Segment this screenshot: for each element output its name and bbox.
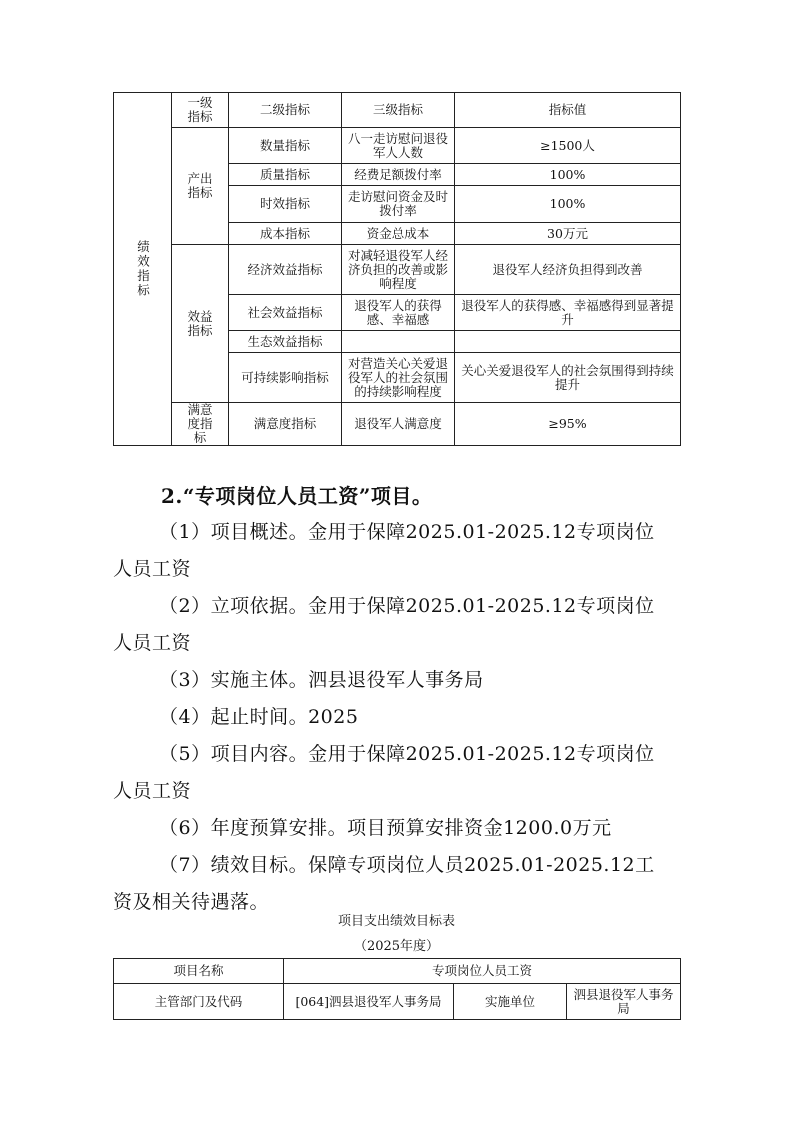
value-cell: 100% [455,186,681,223]
value-cell [455,331,681,353]
level3-cell [342,331,455,353]
level3-cell: 退役军人的获得感、幸福感 [342,295,455,331]
paragraph-line: （5）项目内容。金用于保障2025.01-2025.12专项岗位 [159,743,655,765]
performance-indicator-table [113,92,681,446]
section-heading: 2.“专项岗位人员工资”项目。 [161,484,433,508]
impl-label: 实施单位 [454,984,567,1020]
paragraph-line: 资及相关待遇落。 [113,891,270,913]
level2-cell: 可持续影响指标 [229,353,342,403]
level2-cell: 生态效益指标 [229,331,342,353]
paragraph-line: （3）实施主体。泗县退役军人事务局 [159,669,484,691]
dept-value: [064]泗县退役军人事务局 [284,984,454,1020]
value-cell: 关心关爱退役军人的社会氛围得到持续提升 [455,353,681,403]
table-title: 项目支出绩效目标表 [337,914,455,929]
value-cell: ≥95% [455,403,681,446]
table-year: （2025年度） [353,939,440,954]
level3-cell: 对减轻退役军人经济负担的改善或影响程度 [342,245,455,295]
level1-output [172,128,229,245]
paragraph-line: （6）年度预算安排。项目预算安排资金1200.0万元 [159,817,612,839]
value-cell: 退役军人经济负担得到改善 [455,245,681,295]
value-cell: 退役军人的获得感、幸福感得到显著提升 [455,295,681,331]
level2-cell: 成本指标 [229,223,342,245]
level1-satisfaction [172,403,229,446]
paragraph-line: （1）项目概述。金用于保障2025.01-2025.12专项岗位 [159,521,655,543]
value-cell: 30万元 [455,223,681,245]
level3-cell: 经费足额拨付率 [342,164,455,186]
level3-cell: 八一走访慰问退役军人人数 [342,128,455,164]
header-level2: 二级指标 [229,93,342,128]
category-cell [114,93,172,446]
level2-cell: 数量指标 [229,128,342,164]
level2-cell: 质量指标 [229,164,342,186]
paragraph-line: 人员工资 [113,632,192,654]
dept-label: 主管部门及代码 [114,984,284,1020]
value-cell: ≥1500人 [455,128,681,164]
paragraph-line: （2）立项依据。金用于保障2025.01-2025.12专项岗位 [159,595,655,617]
level2-cell: 社会效益指标 [229,295,342,331]
level3-cell: 退役军人满意度 [342,403,455,446]
project-info-table [113,958,681,1020]
header-level1: 一级指标 [172,93,229,128]
level3-cell: 对营造关心关爱退役军人的社会氛围的持续影响程度 [342,353,455,403]
level1-output-label: 产出指标 [187,171,213,200]
level1-benefit [172,245,229,403]
impl-value: 泗县退役军人事务局 [567,984,681,1020]
category-label: 绩效指标 [135,240,151,298]
level3-cell: 资金总成本 [342,223,455,245]
paragraph-line: 人员工资 [113,558,192,580]
level2-cell: 经济效益指标 [229,245,342,295]
value-cell: 100% [455,164,681,186]
level2-cell: 时效指标 [229,186,342,223]
paragraph-line: （7）绩效目标。保障专项岗位人员2025.01-2025.12工 [159,854,655,876]
project-name-label: 项目名称 [114,959,284,984]
level1-satisfaction-label: 满意度指标 [187,402,213,445]
header-level3: 三级指标 [342,93,455,128]
header-value: 指标值 [455,93,681,128]
paragraph-line: （4）起止时间。2025 [159,706,359,728]
level3-cell: 走访慰问资金及时拨付率 [342,186,455,223]
paragraph-line: 人员工资 [113,780,192,802]
level2-cell: 满意度指标 [229,403,342,446]
level1-benefit-label: 效益指标 [187,308,213,338]
project-name-value: 专项岗位人员工资 [284,959,681,984]
